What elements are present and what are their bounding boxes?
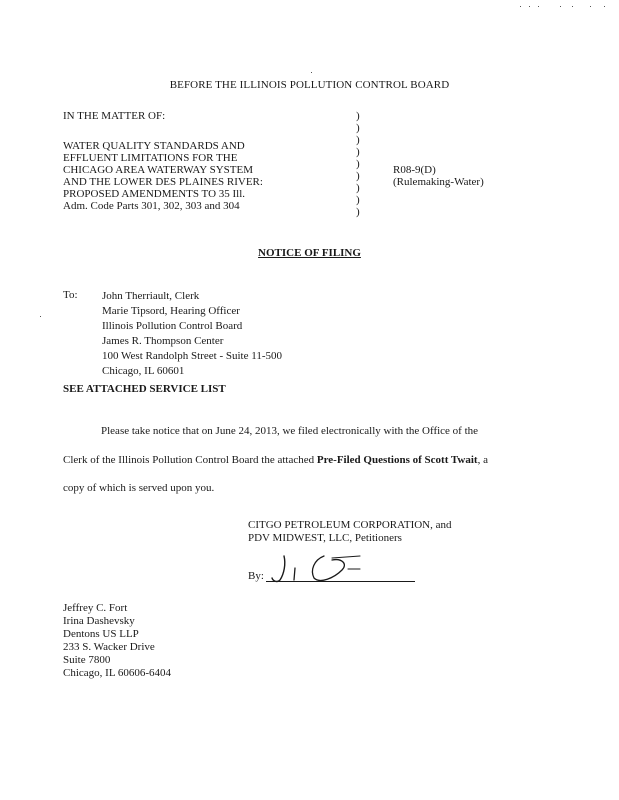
- notice-title: NOTICE OF FILING: [258, 247, 361, 259]
- address-line: Marie Tipsord, Hearing Officer: [102, 305, 240, 317]
- body-line-1: Please take notice that on June 24, 2013, we filed electronically with the Office of the: [101, 425, 479, 437]
- address-line: John Therriault, Clerk: [102, 290, 200, 302]
- attorney-line: Dentons US LLP: [63, 628, 139, 640]
- body-line-2-prefix: Clerk of the Illinois Pollution Control Board the attached: [63, 454, 317, 466]
- caption-paren: ): [356, 182, 360, 194]
- attorney-line: Chicago, IL 60606-6404: [63, 667, 172, 679]
- address-line: 100 West Randolph Street - Suite 11-500: [102, 350, 282, 362]
- caption-paren: ): [356, 170, 360, 182]
- scan-speck: [311, 72, 312, 73]
- caption-line: PROPOSED AMENDMENTS TO 35 Ill.: [63, 188, 246, 200]
- caption-line: EFFLUENT LIMITATIONS FOR THE: [63, 152, 238, 164]
- caption-line: WATER QUALITY STANDARDS AND: [63, 140, 245, 152]
- to-label: To:: [63, 289, 78, 301]
- address-line: Illinois Pollution Control Board: [102, 320, 243, 332]
- case-number: R08-9(D): [393, 164, 436, 176]
- case-type: (Rulemaking-Water): [393, 176, 484, 188]
- caption-paren: ): [356, 134, 360, 146]
- attorney-line: Irina Dashevsky: [63, 615, 135, 627]
- attorney-line: Suite 7800: [63, 654, 111, 666]
- scan-speck: [40, 316, 41, 317]
- body-line-2-suffix: , a: [477, 454, 488, 466]
- caption-paren: ): [356, 158, 360, 170]
- caption-line: CHICAGO AREA WATERWAY SYSTEM: [63, 164, 253, 176]
- caption-paren: ): [356, 194, 360, 206]
- address-line: James R. Thompson Center: [102, 335, 224, 347]
- handwritten-signature: [262, 548, 372, 590]
- caption-matter-line: IN THE MATTER OF:: [63, 110, 166, 122]
- caption-line: Adm. Code Parts 301, 302, 303 and 304: [63, 200, 240, 212]
- caption-line: AND THE LOWER DES PLAINES RIVER:: [63, 176, 263, 188]
- attorney-line: Jeffrey C. Fort: [63, 602, 128, 614]
- address-line: Chicago, IL 60601: [102, 365, 185, 377]
- caption-paren: ): [356, 146, 360, 158]
- signatory-org-line-2: PDV MIDWEST, LLC, Petitioners: [248, 532, 402, 544]
- caption-paren: ): [356, 206, 360, 218]
- attorney-line: 233 S. Wacker Drive: [63, 641, 155, 653]
- caption-paren: ): [356, 122, 360, 134]
- signature-by-label: By:: [248, 570, 264, 582]
- board-title: BEFORE THE ILLINOIS POLLUTION CONTROL BOARD: [169, 79, 450, 91]
- see-attached-service-list: SEE ATTACHED SERVICE LIST: [63, 383, 226, 395]
- caption-paren: ): [356, 110, 360, 122]
- signatory-org-line-1: CITGO PETROLEUM CORPORATION, and: [248, 519, 452, 531]
- body-line-2: [63, 454, 488, 466]
- document-title: Pre-Filed Questions of Scott Twait: [316, 454, 478, 466]
- body-line-3: copy of which is served upon you.: [63, 482, 215, 494]
